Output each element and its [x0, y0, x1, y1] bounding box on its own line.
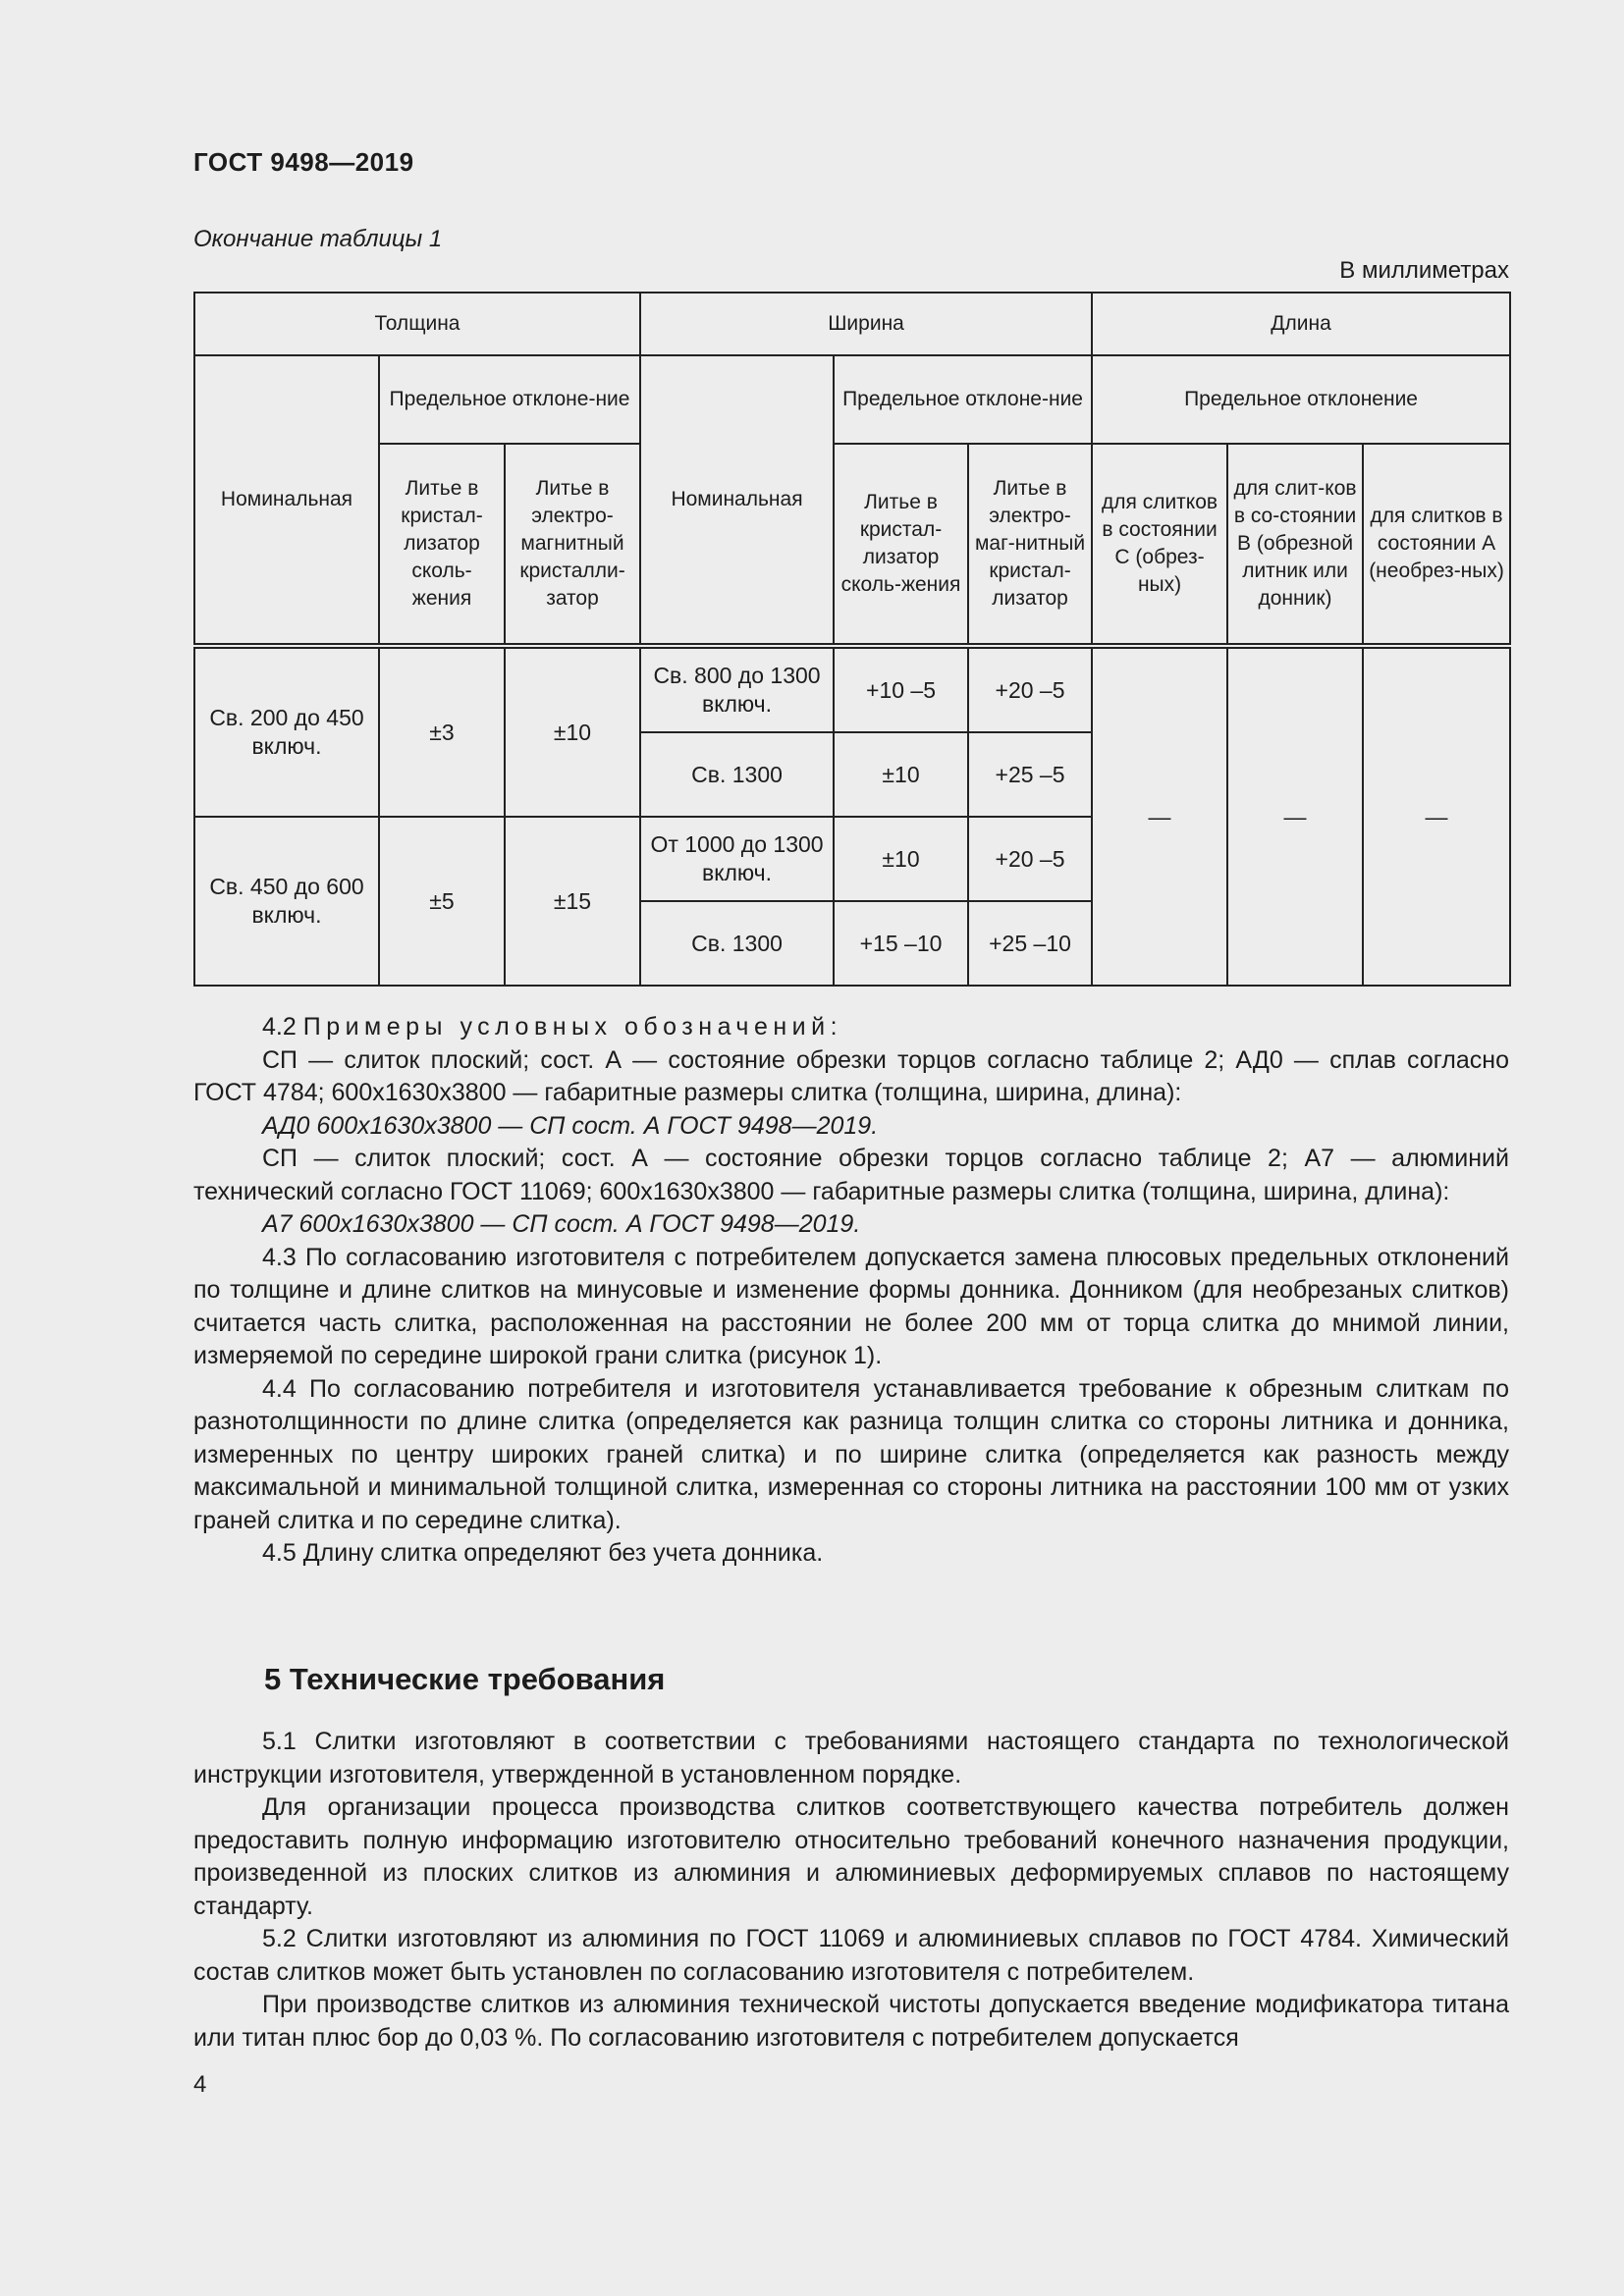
- header-thickness-cast-slide: Литье в кристал-лизатор сколь-жения: [379, 444, 505, 646]
- table-cell-width: От 1000 до 1300 включ.: [640, 817, 834, 901]
- paragraph: При производстве слитков из алюминия технической чистоты допускается введение модификатора титана или титан плюс бор до 0,03 %. По согласованию изготовителя с потребителем допускается: [193, 1991, 1509, 2052]
- header-length-state-c: для слитков в состоянии С (обрез-ных): [1092, 444, 1227, 646]
- paragraph: Для организации процесса производства слитков соответствующего качества потребитель должен предоставить полную информацию изготовителю относительно требований конечного назначения продукции, произведенной из плоских слитков из алюминия и алюминиевых деформируемых сплавов по настоящему стандарту.: [193, 1793, 1509, 1920]
- paragraph-4-5: 4.5 Длину слитка определяют без учета донника.: [262, 1539, 824, 1567]
- dimensions-table: [193, 292, 1511, 987]
- header-length-deviation: Предельное отклонение: [1092, 355, 1510, 444]
- table-cell-width-em: +20 –5: [968, 646, 1092, 732]
- table-cell-width-em: +20 –5: [968, 817, 1092, 901]
- paragraph-5-1: 5.1 Слитки изготовляют в соответствии с требованиями настоящего стандарта по технологической инструкции изготовителя, утвержденной в установленном порядке.: [193, 1728, 1509, 1789]
- table-cell-thickness: Св. 200 до 450 включ.: [194, 646, 379, 817]
- section-title: 5 Технические требования: [264, 1662, 666, 1696]
- table-cell-width: Св. 1300: [640, 901, 834, 986]
- table-cell-width-slide: ±10: [834, 817, 968, 901]
- table-cell-width-em: +25 –5: [968, 732, 1092, 817]
- paragraph-4-2-heading: 4.2 Примеры условных обозначений:: [262, 1013, 843, 1041]
- header-width-nominal: Номинальная: [640, 355, 834, 646]
- table-cell-dev-slide: ±5: [379, 817, 505, 986]
- header-thickness: Толщина: [194, 293, 640, 355]
- table-units: В миллиметрах: [1339, 257, 1509, 284]
- header-width-cast-em: Литье в электро-маг-нитный кристал-лизатор: [968, 444, 1092, 646]
- header-thickness-deviation: Предельное отклоне-ние: [379, 355, 640, 444]
- table-cell-length-a: —: [1363, 646, 1510, 986]
- header-width: Ширина: [640, 293, 1092, 355]
- table-cell-length-c: —: [1092, 646, 1227, 986]
- paragraph-4-4: 4.4 По согласованию потребителя и изготовителя устанавливается требование к обрезным слиткам по разнотолщинности по длине слитка (определяется как разница толщин слитка со стороны литника и донника, измеренных по центру широких граней слитка) и по ширине слитка (определяется как разность между максимальной и минимальной толщиной слитка, измеренная со стороны литника на расстоянии 100 мм от узких граней слитка и по середине слитка).: [193, 1374, 1509, 1534]
- paragraph: СП — слиток плоский; сост. А — состояние обрезки торцов согласно таблице 2; АД0 — сплав согласно ГОСТ 4784; 600х1630х3800 — габаритные размеры слитка (толщина, ширина, длина):: [193, 1045, 1509, 1106]
- body-text-section-5: [193, 1726, 1509, 2055]
- paragraph-4-3: 4.3 По согласованию изготовителя с потребителем допускается замена плюсовых предельных отклонений по толщине и длине слитков на минусовые и изменение формы донника. Донником (для необрезаных слитков) считается часть слитка, расположенная на расстоянии не более 200 мм от торца слитка до мнимой линии, измеряемой по середине широкой грани слитка (рисунок 1).: [193, 1243, 1509, 1369]
- header-width-cast-slide: Литье в кристал-лизатор сколь-жения: [834, 444, 968, 646]
- example-designation: АД0 600х1630х3800 — СП сост. А ГОСТ 9498—2019.: [262, 1111, 879, 1140]
- table-cell-length-b: —: [1227, 646, 1363, 986]
- paragraph: СП — слиток плоский; сост. А — состояние обрезки торцов согласно таблице 2; А7 — алюминий технический согласно ГОСТ 11069; 600х1630х3800 — габаритные размеры слитка (толщина, ширина, длина):: [193, 1145, 1509, 1205]
- example-designation: А7 600х1630х3800 — СП сост. А ГОСТ 9498—2019.: [262, 1210, 861, 1238]
- body-text-section-4: [193, 1011, 1509, 1571]
- table-cell-width: Св. 1300: [640, 732, 834, 817]
- page-number: 4: [193, 2071, 207, 2098]
- header-thickness-cast-em: Литье в электро-магнитный кристалли-затор: [505, 444, 640, 646]
- table-cell-dev-em: ±15: [505, 817, 640, 986]
- header-length-state-b: для слит-ков в со-стоянии В (обрезной литник или донник): [1227, 444, 1363, 646]
- table-cell-width-slide: +10 –5: [834, 646, 968, 732]
- table-cell-width: Св. 800 до 1300 включ.: [640, 646, 834, 732]
- header-thickness-nominal: Номинальная: [194, 355, 379, 646]
- header-length-state-a: для слитков в состоянии А (необрез-ных): [1363, 444, 1510, 646]
- table-cell-width-em: +25 –10: [968, 901, 1092, 986]
- table-cell-width-slide: +15 –10: [834, 901, 968, 986]
- document-header: ГОСТ 9498—2019: [193, 147, 414, 177]
- header-length: Длина: [1092, 293, 1510, 355]
- table-cell-dev-slide: ±3: [379, 646, 505, 817]
- table-cell-dev-em: ±10: [505, 646, 640, 817]
- table-caption: Окончание таблицы 1: [193, 226, 443, 252]
- header-width-deviation: Предельное отклоне-ние: [834, 355, 1092, 444]
- table-cell-width-slide: ±10: [834, 732, 968, 817]
- table-cell-thickness: Св. 450 до 600 включ.: [194, 817, 379, 986]
- paragraph-5-2: 5.2 Слитки изготовляют из алюминия по ГОСТ 11069 и алюминиевых сплавов по ГОСТ 4784. Химический состав слитков может быть установлен по согласованию изготовителя с потребителем.: [193, 1925, 1509, 1986]
